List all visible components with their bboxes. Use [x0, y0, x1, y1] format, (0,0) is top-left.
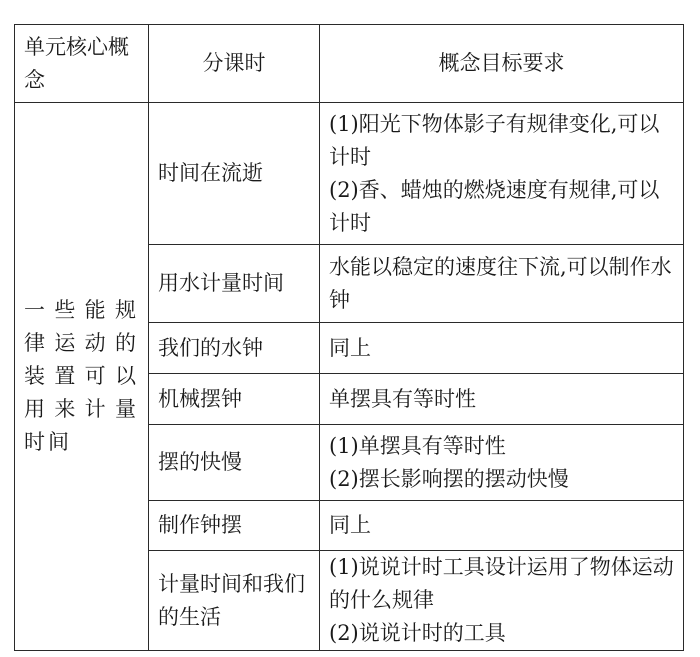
- goal-cell: 单摆具有等时性: [320, 374, 684, 425]
- lesson-cell: 摆的快慢: [149, 425, 320, 501]
- lesson-cell: 机械摆钟: [149, 374, 320, 425]
- lesson-cell: 时间在流逝: [149, 103, 320, 245]
- table-row: [15, 103, 684, 245]
- lesson-cell: 制作钟摆: [149, 501, 320, 551]
- lesson-cell: 我们的水钟: [149, 323, 320, 374]
- header-core-concept: 单元核心概念: [15, 25, 149, 103]
- core-concept-cell: [15, 103, 149, 651]
- goal-cell: (1)说说计时工具设计运用了物体运动的什么规律 (2)说说计时的工具: [320, 551, 684, 651]
- header-lesson: 分课时: [149, 25, 320, 103]
- table-header-row: [15, 25, 684, 103]
- core-concept-text: 一些能规律运动的装置可以用来计量时间: [24, 298, 139, 454]
- lesson-cell: 用水计量时间: [149, 245, 320, 323]
- concept-table: [14, 24, 684, 651]
- goal-cell: (1)单摆具有等时性 (2)摆长影响摆的摆动快慢: [320, 425, 684, 501]
- header-goal: 概念目标要求: [320, 25, 684, 103]
- goal-cell: 同上: [320, 501, 684, 551]
- goal-cell: 水能以稳定的速度往下流,可以制作水钟: [320, 245, 684, 323]
- lesson-cell: 计量时间和我们的生活: [149, 551, 320, 651]
- goal-cell: (1)阳光下物体影子有规律变化,可以计时 (2)香、蜡烛的燃烧速度有规律,可以计时: [320, 103, 684, 245]
- goal-cell: 同上: [320, 323, 684, 374]
